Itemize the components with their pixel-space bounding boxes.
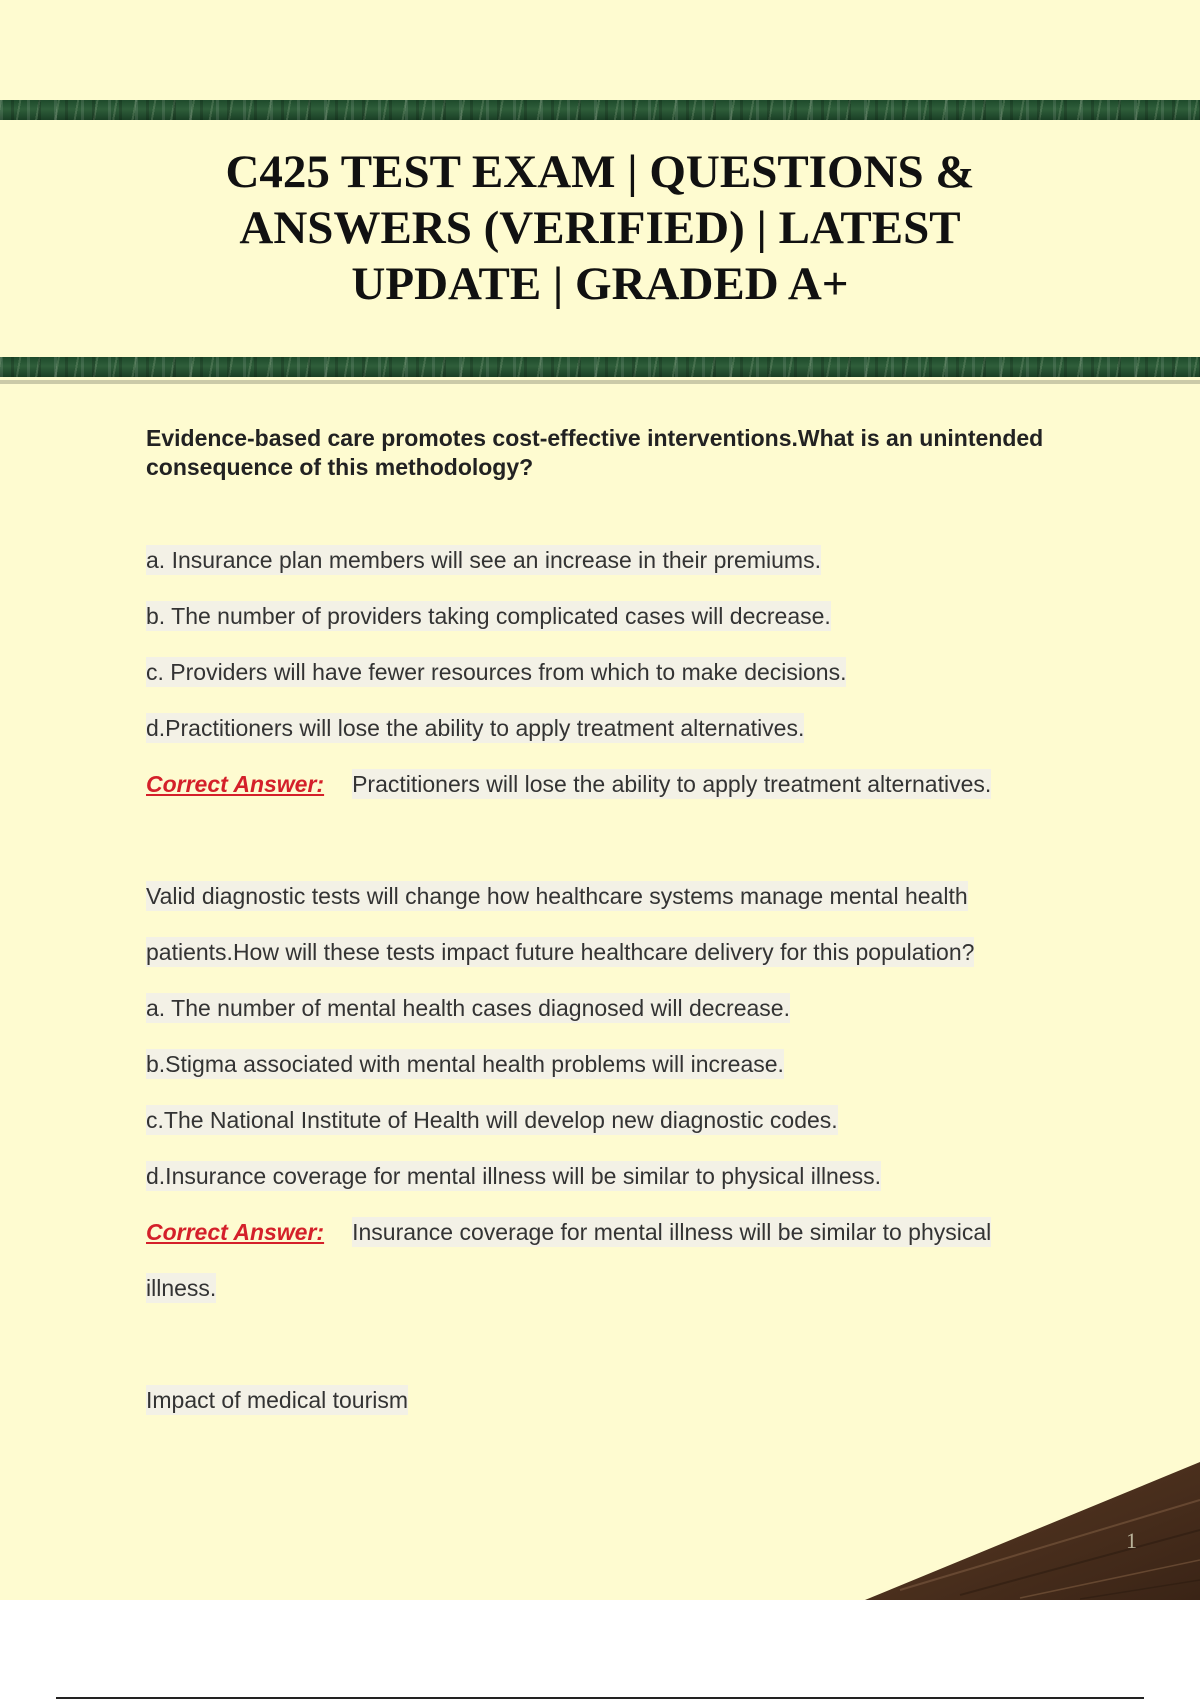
question-1-option-d: d.Practitioners will lose the ability to apply treatment alternatives.	[146, 715, 805, 741]
page-separator	[56, 1697, 1144, 1699]
question-2-correct-answer-continued: illness.	[146, 1275, 217, 1301]
question-1-option-c: c. Providers will have fewer resources from which to make decisions.	[146, 659, 847, 685]
question-1-text: Evidence-based care promotes cost-effective interventions.What is an unintended consequence of this methodology?	[146, 425, 1044, 480]
question-3-text: Impact of medical tourism	[146, 1387, 409, 1413]
page-title: C425 TEST EXAM | QUESTIONS & ANSWERS (VERIFIED) | LATEST UPDATE | GRADED A+	[225, 146, 975, 310]
question-2-option-b: b.Stigma associated with mental health problems will increase.	[146, 1051, 784, 1077]
question-2-text-line-1: Valid diagnostic tests will change how healthcare systems manage mental health	[146, 883, 968, 909]
correct-answer-label: Correct Answer:	[146, 1219, 325, 1245]
question-1-option-a: a. Insurance plan members will see an increase in their premiums.	[146, 547, 821, 573]
page-number: 1	[1126, 1528, 1137, 1553]
question-2-option-c: c.The National Institute of Health will develop new diagnostic codes.	[146, 1107, 838, 1133]
question-1-option-b: b. The number of providers taking complicated cases will decrease.	[146, 603, 831, 629]
question-2-text-line-2: patients.How will these tests impact future healthcare delivery for this population?	[146, 939, 975, 965]
question-2-option-d: d.Insurance coverage for mental illness will be similar to physical illness.	[146, 1163, 882, 1189]
correct-answer-text: Practitioners will lose the ability to apply treatment alternatives.	[352, 771, 992, 797]
correct-answer-text: Insurance coverage for mental illness will be similar to physical	[352, 1219, 992, 1245]
correct-answer-label: Correct Answer:	[146, 771, 325, 797]
question-2-option-a: a. The number of mental health cases diagnosed will decrease.	[146, 995, 790, 1021]
